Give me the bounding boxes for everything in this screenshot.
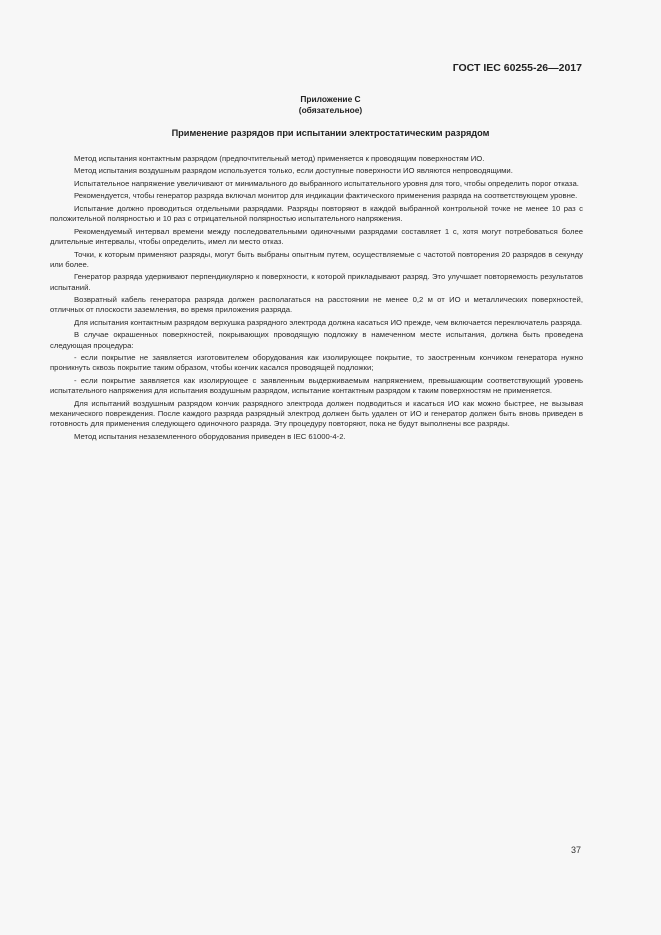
standard-designation: ГОСТ IEC 60255-26—2017 [452, 62, 582, 74]
annex-label: Приложение С [300, 94, 361, 104]
paragraph: Для испытания контактным разрядом верхушка разрядного электрода должна касаться ИО прежде, чем включается переключатель разряда. [74, 317, 583, 327]
paragraph: Точки, к которым применяют разряды, могут быть выбраны опытным путем, осуществляемые с частотой повторения 20 разрядов в секунду или более. [50, 249, 583, 269]
paragraph: Метод испытания воздушным разрядом используется только, если доступные поверхности ИО являются непроводящими. [74, 166, 513, 176]
paragraph: Метод испытания незаземленного оборудования приведен в IEC 61000-4-2. [74, 431, 346, 441]
paragraph: Для испытаний воздушным разрядом кончик разрядного электрода должен подводиться и касаться ИО как можно быстрее, не вызывая механического повреждения. После каждого разряда разрядный электрод должен быть удален от ИО и генератор должен быть вновь приведен в готовность для применения следующего одиночного разряда. Эту процедуру повторяют, пока не будут выполнены все разряды. [50, 398, 583, 429]
paragraph: Возвратный кабель генератора разряда должен располагаться на расстоянии не менее 0,2 м от ИО и металлических поверхностей, отличных от плоскости заземления, во время приложения разряда. [50, 295, 583, 315]
paragraph: В случае окрашенных поверхностей, покрывающих проводящую подложку в намеченном месте испытания, должна быть проведена следующая процедура: [50, 330, 583, 350]
annex-body [50, 154, 583, 444]
paragraph: Генератор разряда удерживают перпендикулярно к поверхности, к которой прикладывают разряд. Это улучшает повторяемость результатов испытаний. [50, 272, 583, 292]
annex-title: Применение разрядов при испытании электростатическим разрядом [171, 128, 490, 138]
page-number: 37 [570, 845, 581, 855]
paragraph: Рекомендуемый интервал времени между последовательными одиночными разрядами составляет 1 с, хотя могут потребоваться более длительные интервалы, чтобы определить, имел ли место отказ. [50, 226, 583, 247]
list-item: - если покрытие заявляется как изолирующее с заявленным выдерживаемым напряжением, превышающим соответствующий уровень испытательного напряжения для испытания воздушным разрядом, испытание контактным разрядом к таким поверхностям не применяется. [50, 375, 583, 396]
paragraph: Метод испытания контактным разрядом (предпочтительный метод) применяется к проводящим поверхностям ИО. [74, 154, 485, 163]
paragraph: Испытание должно проводиться отдельными разрядами. Разряды повторяют в каждой выбранной контрольной точке не менее 10 раз с положительной полярностью и 10 раз с отрицательной полярностью испытательного напряжения. [50, 203, 583, 224]
paragraph: Рекомендуется, чтобы генератор разряда включал монитор для индикации фактического применения разряда на соответствующем уровне. [74, 191, 578, 201]
list-item: - если покрытие не заявляется изготовителем оборудования как изолирующее покрытие, то заостренным кончиком генератора нужно проникнуть сквозь покрытие таким образом, чтобы кончик касался проводящей подложки; [50, 353, 583, 373]
paragraph: Испытательное напряжение увеличивают от минимального до выбранного испытательного уровня для того, чтобы определить порог отказа. [74, 178, 579, 188]
annex-status: (обязательное) [298, 105, 363, 115]
